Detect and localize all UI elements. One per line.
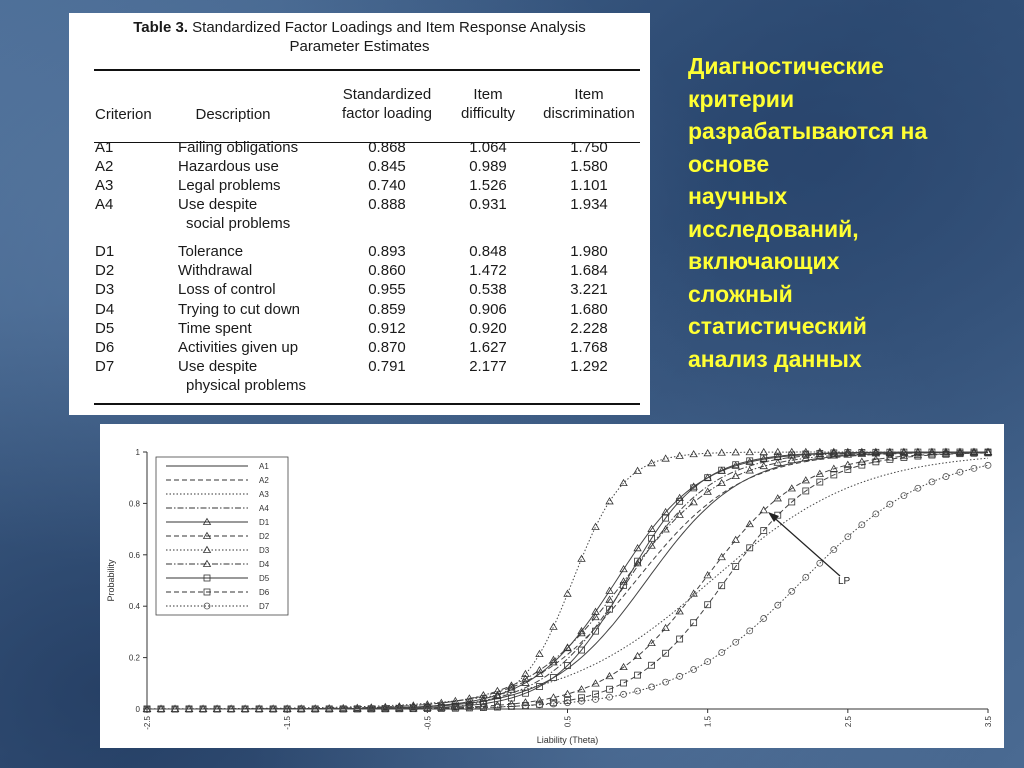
- series-d3-marker: [592, 523, 599, 529]
- series-d6-marker: [635, 672, 641, 678]
- cell-description: Legal problems: [178, 177, 281, 194]
- x-tick-label: 2.5: [843, 716, 853, 728]
- cell-difficulty: 0.931: [469, 196, 507, 213]
- table-caption-label: Table 3.: [133, 19, 188, 36]
- cell-difficulty: 0.538: [469, 281, 507, 298]
- x-tick-label: 3.5: [984, 716, 993, 728]
- cell-description: Trying to cut down: [178, 301, 300, 318]
- y-tick-label: 0: [135, 705, 140, 714]
- header-loading-2: factor loading: [341, 105, 433, 122]
- series-d4-marker: [732, 473, 739, 479]
- series-d7-marker: [649, 684, 655, 690]
- cell-description-line2: social problems: [186, 215, 291, 232]
- header-loading-1: Standardized: [342, 86, 432, 103]
- cell-criterion: D6: [95, 339, 115, 356]
- cell-loading: 0.868: [368, 139, 406, 156]
- cell-description: Time spent: [178, 320, 252, 337]
- series-d7-marker: [761, 615, 767, 621]
- series-d3-marker: [578, 555, 585, 561]
- cell-loading: 0.859: [368, 301, 406, 318]
- annotation-arrow-line: [770, 514, 840, 576]
- cell-loading: 0.870: [368, 339, 406, 356]
- y-axis-label: Probability: [106, 559, 116, 602]
- cell-discrimination: 2.228: [570, 320, 608, 337]
- series-d3-marker: [620, 480, 627, 486]
- legend-label-a4: A4: [259, 504, 269, 513]
- series-d7-marker: [789, 588, 795, 594]
- series-d3-marker: [606, 498, 613, 504]
- x-tick-label: 0.5: [563, 716, 573, 728]
- cell-discrimination: 1.768: [570, 339, 608, 356]
- cell-criterion: D7: [95, 358, 115, 375]
- legend-label-d5: D5: [259, 574, 270, 583]
- cell-criterion: D3: [95, 281, 115, 298]
- legend-label-d2: D2: [259, 532, 270, 541]
- cell-difficulty: 1.472: [469, 262, 507, 279]
- legend-label-d6: D6: [259, 588, 270, 597]
- cell-discrimination: 1.980: [570, 243, 608, 260]
- cell-difficulty: 0.906: [469, 301, 507, 318]
- x-tick-label: -2.5: [143, 716, 152, 730]
- cell-difficulty: 2.177: [469, 358, 507, 375]
- y-tick-label: 0.8: [128, 499, 140, 509]
- header-criterion: Criterion: [95, 106, 152, 123]
- cell-criterion: D2: [95, 262, 115, 279]
- cell-loading: 0.740: [368, 177, 406, 194]
- cell-discrimination: 1.934: [570, 196, 608, 213]
- cell-discrimination: 1.101: [570, 177, 608, 194]
- legend-label-a2: A2: [259, 476, 269, 485]
- legend-label-d4: D4: [259, 560, 270, 569]
- y-tick-label: 0.4: [128, 602, 140, 612]
- cell-discrimination: 1.680: [570, 301, 608, 318]
- header-description: Description: [195, 106, 271, 123]
- cell-description: Use despite: [178, 196, 258, 213]
- table-top-rule: [94, 69, 640, 71]
- cell-difficulty: 0.848: [469, 243, 507, 260]
- cell-difficulty: 1.526: [469, 177, 507, 194]
- cell-criterion: A2: [95, 158, 114, 175]
- cell-loading: 0.912: [368, 320, 406, 337]
- cell-loading: 0.955: [368, 281, 406, 298]
- cell-description: Activities given up: [178, 339, 299, 356]
- series-d6-marker: [621, 680, 627, 686]
- series-d7-marker: [929, 479, 935, 485]
- cell-difficulty: 1.064: [469, 139, 507, 156]
- table-panel: [69, 13, 650, 415]
- cell-loading: 0.888: [368, 196, 406, 213]
- y-tick-label: 0.2: [128, 653, 140, 663]
- series-d7-marker: [635, 688, 641, 694]
- cell-discrimination: 1.292: [570, 358, 608, 375]
- table-caption: [69, 18, 650, 56]
- cell-loading: 0.860: [368, 262, 406, 279]
- cell-criterion: A4: [95, 196, 114, 213]
- annotation-lp-label: LP: [838, 576, 851, 587]
- cell-criterion: D4: [95, 301, 115, 318]
- cell-description: Failing obligations: [178, 139, 299, 156]
- series-d3-marker: [634, 467, 641, 473]
- legend-label-d1: D1: [259, 518, 270, 527]
- cell-loading: 0.791: [368, 358, 406, 375]
- series-d7-marker: [901, 493, 907, 499]
- icc-chart: [100, 424, 1004, 748]
- cell-criterion: A3: [95, 177, 114, 194]
- series-d3-marker: [536, 651, 543, 657]
- header-discrimination-1: Item: [574, 86, 604, 103]
- legend-label-d3: D3: [259, 546, 270, 555]
- cell-difficulty: 0.989: [469, 158, 507, 175]
- cell-criterion: A1: [95, 139, 114, 156]
- cell-difficulty: 1.627: [469, 339, 507, 356]
- y-tick-label: 1: [135, 448, 140, 457]
- header-difficulty-1: Item: [473, 86, 503, 103]
- table-caption-line2: Parameter Estimates: [289, 38, 430, 55]
- x-tick-label: 1.5: [703, 716, 713, 728]
- x-tick-label: -0.5: [423, 716, 433, 730]
- side-text: Диагностические критерии разрабатываются на основе научных исследований, включающих сложный статистический анализ данных: [688, 53, 928, 372]
- chart-panel: [100, 424, 1004, 748]
- series-d3-marker: [550, 623, 557, 629]
- cell-criterion: D5: [95, 320, 115, 337]
- cell-loading: 0.845: [368, 158, 406, 175]
- cell-description-line2: physical problems: [186, 377, 307, 394]
- cell-criterion: D1: [95, 243, 115, 260]
- x-axis-label: Liability (Theta): [536, 735, 599, 745]
- series-d7-marker: [691, 667, 697, 673]
- x-tick-label: -1.5: [283, 716, 293, 730]
- cell-description: Use despite: [178, 358, 258, 375]
- cell-discrimination: 1.750: [570, 139, 608, 156]
- cell-discrimination: 1.580: [570, 158, 608, 175]
- table-caption-text: Standardized Factor Loadings and Item Response Analysis: [192, 19, 586, 36]
- legend-label-d7: D7: [259, 602, 270, 611]
- legend-label-a3: A3: [259, 490, 269, 499]
- cell-difficulty: 0.920: [469, 320, 507, 337]
- cell-description: Loss of control: [178, 281, 276, 298]
- header-difficulty-2: difficulty: [461, 105, 515, 122]
- y-tick-label: 0.6: [128, 550, 140, 560]
- header-discrimination-2: discrimination: [543, 105, 635, 122]
- table-bottom-rule: [94, 403, 640, 405]
- cell-loading: 0.893: [368, 243, 406, 260]
- legend-label-a1: A1: [259, 462, 269, 471]
- cell-discrimination: 3.221: [570, 281, 608, 298]
- cell-description: Withdrawal: [178, 262, 253, 279]
- cell-description: Hazardous use: [178, 158, 279, 175]
- series-d7-marker: [831, 547, 837, 553]
- series-d7-marker: [663, 679, 669, 685]
- cell-description: Tolerance: [178, 243, 244, 260]
- series-d7-marker: [915, 485, 921, 491]
- cell-discrimination: 1.684: [570, 262, 608, 279]
- series-d3-marker: [564, 590, 571, 596]
